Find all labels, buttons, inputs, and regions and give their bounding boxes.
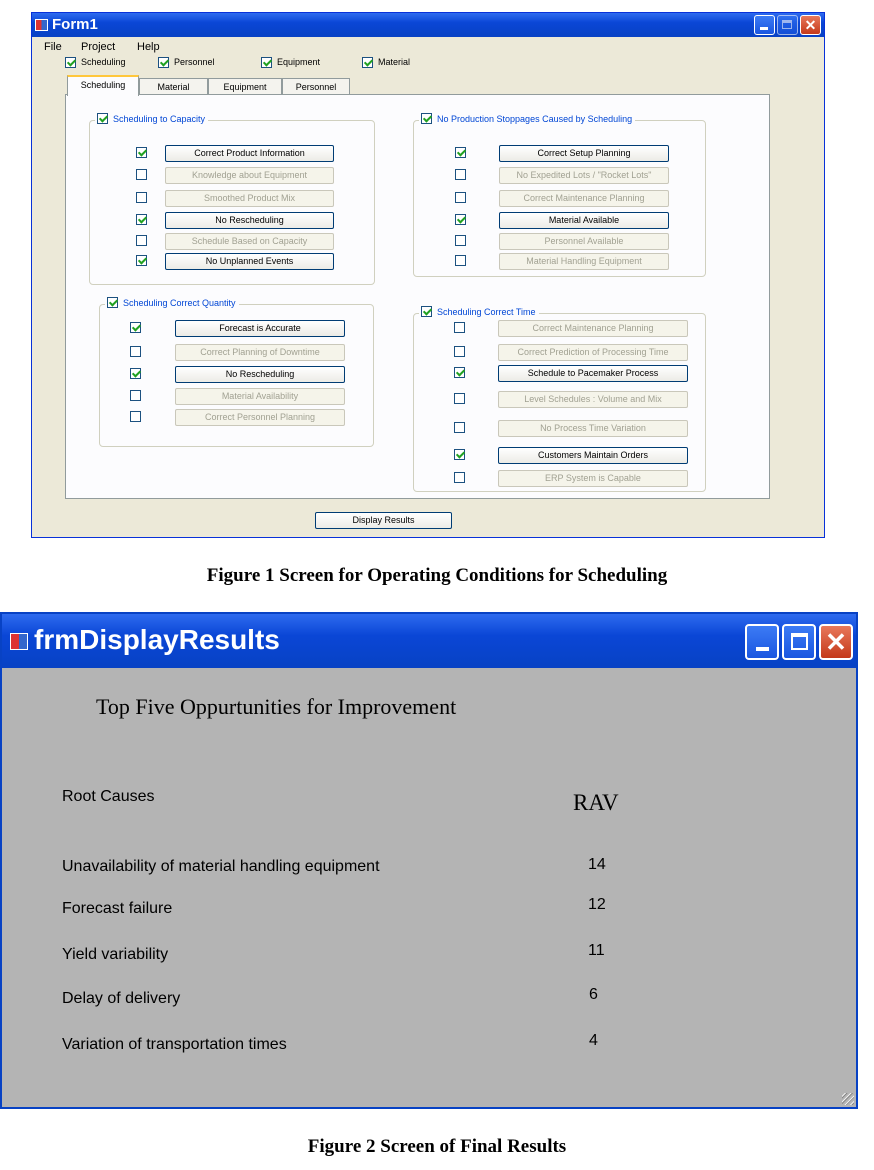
- condition-checkbox[interactable]: [130, 390, 141, 401]
- condition-checkbox[interactable]: [454, 472, 465, 483]
- results-client-area: [2, 668, 856, 1107]
- condition-button[interactable]: Correct Setup Planning: [499, 145, 669, 162]
- rav-value: 4: [589, 1032, 598, 1049]
- condition-button[interactable]: Personnel Available: [499, 233, 669, 250]
- results-window: [0, 612, 858, 1109]
- menu-help[interactable]: Help: [137, 41, 160, 53]
- category-checkbox-0[interactable]: [65, 57, 76, 68]
- condition-button[interactable]: Schedule to Pacemaker Process: [498, 365, 688, 382]
- figure-2-caption: Figure 2 Screen of Final Results: [307, 1136, 567, 1157]
- group-checkbox[interactable]: [421, 113, 432, 124]
- condition-checkbox[interactable]: [136, 214, 147, 225]
- condition-checkbox[interactable]: [454, 422, 465, 433]
- tab-material[interactable]: Material: [139, 78, 208, 95]
- condition-checkbox[interactable]: [455, 192, 466, 203]
- condition-button[interactable]: No Rescheduling: [165, 212, 334, 229]
- category-checkbox-2[interactable]: [261, 57, 272, 68]
- tab-personnel[interactable]: Personnel: [282, 78, 350, 95]
- condition-button[interactable]: Smoothed Product Mix: [165, 190, 334, 207]
- category-checkbox-3[interactable]: [362, 57, 373, 68]
- condition-checkbox[interactable]: [455, 147, 466, 158]
- condition-button[interactable]: ERP System is Capable: [498, 470, 688, 487]
- rav-value: 11: [588, 942, 605, 959]
- condition-checkbox[interactable]: [130, 411, 141, 422]
- rav-header: RAV: [573, 790, 619, 815]
- tab-scheduling[interactable]: Scheduling: [67, 75, 139, 96]
- menu-project[interactable]: Project: [81, 41, 116, 53]
- root-cause-label: Yield variability: [62, 946, 169, 963]
- rav-value: 6: [589, 986, 598, 1003]
- category-checkbox-label: Personnel: [174, 57, 215, 67]
- condition-checkbox[interactable]: [136, 235, 147, 246]
- minimize-button[interactable]: [754, 15, 775, 35]
- figure-1-caption: Figure 1 Screen for Operating Conditions for Scheduling: [206, 565, 668, 586]
- category-checkbox-1[interactable]: [158, 57, 169, 68]
- group-title-label: Scheduling Correct Quantity: [123, 298, 236, 308]
- condition-checkbox[interactable]: [136, 169, 147, 180]
- maximize-button[interactable]: [782, 624, 816, 660]
- group-checkbox[interactable]: [107, 297, 118, 308]
- condition-checkbox[interactable]: [454, 367, 465, 378]
- condition-checkbox[interactable]: [130, 322, 141, 333]
- condition-button[interactable]: No Rescheduling: [175, 366, 345, 383]
- app-icon[interactable]: [10, 633, 28, 650]
- category-checkbox-label: Scheduling: [81, 57, 126, 67]
- condition-button[interactable]: Correct Prediction of Processing Time: [498, 344, 688, 361]
- group-checkbox[interactable]: [97, 113, 108, 124]
- condition-button[interactable]: Forecast is Accurate: [175, 320, 345, 337]
- condition-checkbox[interactable]: [454, 346, 465, 357]
- group-title-label: No Production Stoppages Caused by Scheduling: [437, 114, 633, 124]
- root-causes-header: Root Causes: [62, 788, 155, 805]
- group-title: [419, 113, 635, 124]
- condition-button[interactable]: Level Schedules : Volume and Mix: [498, 391, 688, 408]
- condition-button[interactable]: Material Availability: [175, 388, 345, 405]
- condition-checkbox[interactable]: [454, 449, 465, 460]
- group-title-label: Scheduling Correct Time: [437, 307, 536, 317]
- category-checkbox-label: Equipment: [277, 57, 321, 67]
- condition-checkbox[interactable]: [455, 255, 466, 266]
- minimize-button[interactable]: [745, 624, 779, 660]
- condition-checkbox[interactable]: [136, 255, 147, 266]
- results-titlebar[interactable]: [2, 614, 856, 668]
- root-cause-label: Delay of delivery: [62, 990, 181, 1007]
- condition-checkbox[interactable]: [130, 368, 141, 379]
- app-icon[interactable]: [35, 19, 48, 31]
- group-title: [95, 113, 208, 124]
- condition-checkbox[interactable]: [130, 346, 141, 357]
- condition-button[interactable]: No Expedited Lots / "Rocket Lots": [499, 167, 669, 184]
- form1-title: Form1: [52, 16, 98, 33]
- menu-file[interactable]: File: [44, 41, 62, 53]
- root-cause-label: Unavailability of material handling equipment: [62, 858, 380, 875]
- resize-grip[interactable]: [842, 1093, 854, 1105]
- condition-button[interactable]: Correct Product Information: [165, 145, 334, 162]
- condition-button[interactable]: Customers Maintain Orders: [498, 447, 688, 464]
- condition-checkbox[interactable]: [455, 214, 466, 225]
- category-checkbox-label: Material: [378, 57, 411, 67]
- condition-button[interactable]: No Process Time Variation: [498, 420, 688, 437]
- condition-button[interactable]: Correct Maintenance Planning: [498, 320, 688, 337]
- form1-window: [31, 12, 825, 538]
- maximize-button[interactable]: [777, 15, 798, 35]
- condition-button[interactable]: Correct Planning of Downtime: [175, 344, 345, 361]
- condition-button[interactable]: Correct Personnel Planning: [175, 409, 345, 426]
- rav-value: 14: [588, 856, 606, 873]
- root-cause-label: Variation of transportation times: [62, 1036, 287, 1053]
- group-title: [419, 306, 539, 317]
- condition-button[interactable]: Knowledge about Equipment: [165, 167, 334, 184]
- group-checkbox[interactable]: [421, 306, 432, 317]
- condition-button[interactable]: Material Handling Equipment: [499, 253, 669, 270]
- condition-button[interactable]: Material Available: [499, 212, 669, 229]
- condition-checkbox[interactable]: [454, 322, 465, 333]
- display-results-button[interactable]: Display Results: [315, 512, 452, 529]
- condition-checkbox[interactable]: [455, 235, 466, 246]
- group-title-label: Scheduling to Capacity: [113, 114, 206, 124]
- condition-checkbox[interactable]: [455, 169, 466, 180]
- rav-value: 12: [588, 896, 606, 913]
- close-button[interactable]: [819, 624, 853, 660]
- close-button[interactable]: [800, 15, 821, 35]
- condition-button[interactable]: No Unplanned Events: [165, 253, 334, 270]
- form1-titlebar[interactable]: [32, 13, 824, 37]
- condition-checkbox[interactable]: [136, 147, 147, 158]
- condition-checkbox[interactable]: [454, 393, 465, 404]
- results-title: frmDisplayResults: [34, 624, 280, 655]
- results-heading: Top Five Oppurtunities for Improvement: [96, 694, 457, 719]
- condition-checkbox[interactable]: [136, 192, 147, 203]
- condition-button[interactable]: Schedule Based on Capacity: [165, 233, 334, 250]
- tab-equipment[interactable]: Equipment: [208, 78, 282, 95]
- group-title: [105, 297, 239, 308]
- root-cause-label: Forecast failure: [62, 900, 173, 917]
- condition-button[interactable]: Correct Maintenance Planning: [499, 190, 669, 207]
